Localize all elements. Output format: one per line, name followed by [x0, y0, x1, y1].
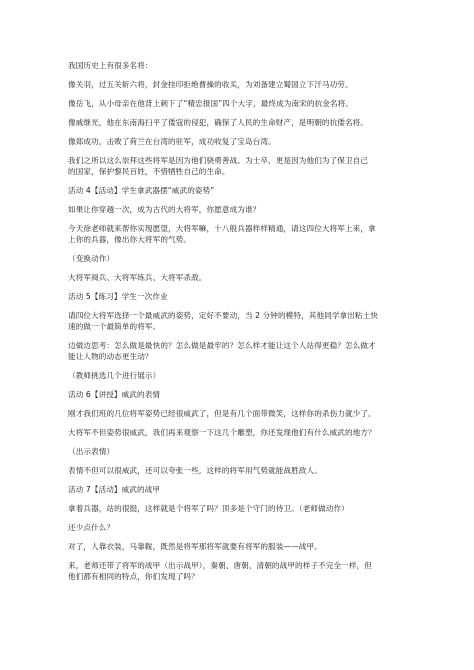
activity-6-note: （出示表情） [68, 447, 115, 456]
activity-7-prompt: 拿着兵器，站的很挺，这样就是个将军了吗？顶多是个守门的侍卫。（老师做动作） [68, 504, 349, 513]
activity-6-heading: 活动 6【讲授】威武的表情 [68, 390, 161, 399]
activity-6-observation: 刚才我们班的几位将军姿势已经很威武了，但是有几个面带微笑，这样你的杀伤力就少了。 [68, 409, 376, 418]
activity-7-heading: 活动 7【活动】威武的战甲 [68, 485, 161, 494]
intro-line: 我国历史上有很多名将： [68, 61, 153, 70]
general-zheng-chenggong: 像郑成功，击败了荷兰在台湾的驻军，成功收复了宝岛台湾。 [68, 137, 276, 146]
paragraph-admiration-line-1: 我们之所以这么崇拜这些将军是因为他们骁勇善战、为士卒，更是因为他们为了保卫自己 [68, 156, 369, 165]
general-guan-yu: 像关羽，过五关斩六将，封金挂印拒绝曹操的收买，为刘备建立蜀国立下汗马功劳。 [68, 80, 353, 89]
activity-6-explanation: 表情不但可以很威武，还可以夸张一些，这样的将军用气势就能战胜敌人。 [68, 466, 322, 475]
activity-4-actions: 大将军阅兵、大将军练兵、大将军杀敌。 [68, 273, 207, 282]
activity-5-note: （教师挑选几个进行展示） [68, 371, 161, 380]
general-qi-jiguang: 像戚继光，他在东南海扫平了倭寇的侵犯，确保了人民的生命财产，是明朝的抗倭名将。 [68, 118, 369, 127]
activity-4-heading: 活动 4【活动】学生拿武器摆“威武的姿势” [68, 186, 215, 195]
activity-4-instruction-line-2: 上你的兵器，像出你大将军的气势。 [68, 235, 192, 244]
activity-4-instruction-line-1: 今天徐老师就来帮你实现愿望，大将军嘛，十八般兵器样样精通，请这四位大将军上来，拿 [68, 224, 376, 233]
activity-4-note: （变换动作） [68, 254, 115, 263]
document-body [68, 60, 420, 582]
activity-7-question: 还少点什么？ [68, 523, 115, 532]
activity-7-armor-line-2: 他们都有相同的特点，你们发现了吗？ [68, 572, 199, 581]
activity-4-question: 如果让你穿越一次，成为古代的大将军，你愿意成为谁？ [68, 205, 261, 214]
activity-5-heading: 活动 5【练习】学生一次作业 [68, 292, 168, 301]
activity-7-armor-line-1: 来，老师还带了将军的战甲（出示战甲），秦朝、唐朝、清朝的战甲的样子不完全一样，但 [68, 561, 372, 570]
general-yue-fei: 像岳飞，从小母亲在他背上刺下了“精忠报国”四个大字，最终成为南宋的抗金名将。 [68, 99, 354, 108]
activity-6-question: 大将军不但姿势很威武，我们再来观察一下这几个雕塑，你还发现他们有什么威武的地方？ [68, 428, 376, 437]
activity-5-thinking-line-2: 能让人物的动态更生动？ [68, 352, 153, 361]
paragraph-admiration-line-2: 的国家，保护黎民百姓，不惜牺牲自己的生命。 [68, 167, 230, 176]
activity-5-thinking-line-1: 边做边思考：怎么做是最快的？怎么做是最牢的？怎么样才能让这个人站得更稳？怎么做才 [68, 341, 376, 350]
activity-5-instruction-line-2: 速的做一个最简单的将军。 [68, 322, 161, 331]
activity-5-instruction-line-1: 请四位大将军选择一个最威武的姿势，定好不要动，当 2 分钟的模特，其他同学拿出粘土快 [68, 311, 379, 320]
activity-7-answer: 对了，人靠衣装，马靠鞍，既然是将军那将军就要有将军的服装——战甲。 [68, 542, 322, 551]
